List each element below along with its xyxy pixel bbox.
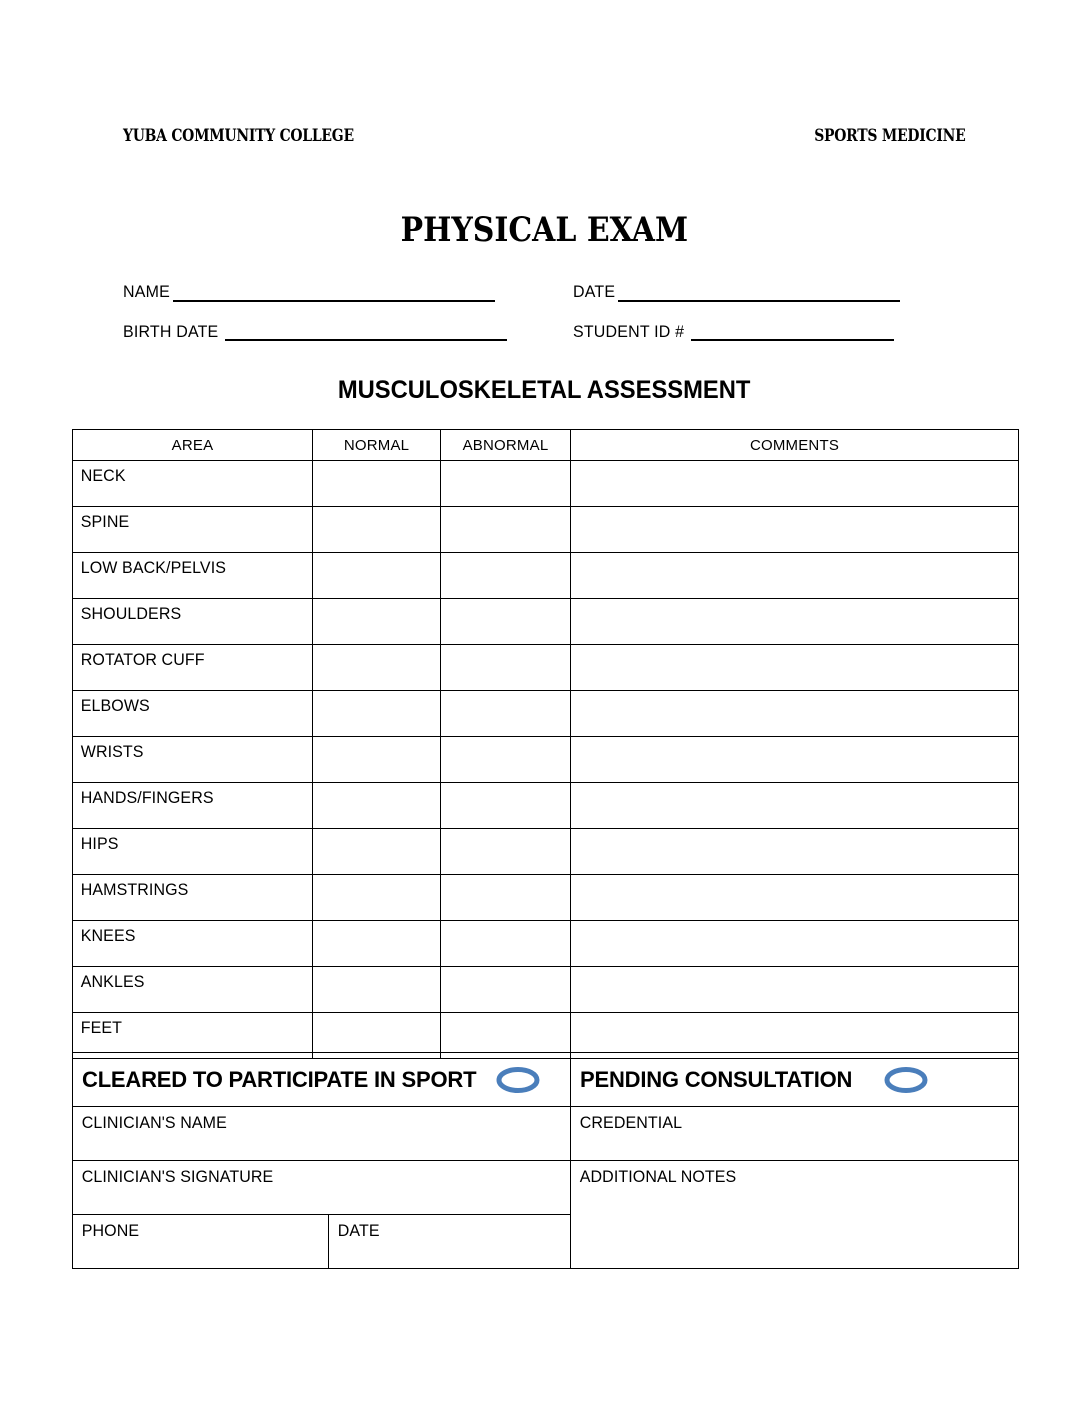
assessment-abnormal-checkbox[interactable] xyxy=(441,875,571,921)
assessment-comments-input[interactable] xyxy=(571,507,1019,553)
additional-notes-label: ADDITIONAL NOTES xyxy=(579,1168,737,1186)
assessment-area-cell xyxy=(73,645,313,691)
table-row xyxy=(73,967,1019,1013)
institution-name: YUBA COMMUNITY COLLEGE xyxy=(123,126,354,146)
circle-outline-icon[interactable] xyxy=(882,1065,930,1095)
column-header-comments: COMMENTS xyxy=(571,430,1019,461)
assessment-normal-checkbox[interactable] xyxy=(313,737,441,783)
assessment-comments-input[interactable] xyxy=(571,553,1019,599)
date-field-group xyxy=(573,283,913,302)
document-header xyxy=(123,128,965,145)
assessment-abnormal-checkbox[interactable] xyxy=(441,461,571,507)
assessment-normal-checkbox[interactable] xyxy=(313,783,441,829)
name-label: NAME xyxy=(123,282,170,301)
assessment-area-cell xyxy=(73,737,313,783)
credential-label: CREDENTIAL xyxy=(579,1114,683,1132)
assessment-area-label: FEET xyxy=(80,1019,123,1037)
assessment-normal-checkbox[interactable] xyxy=(313,691,441,737)
assessment-area-cell xyxy=(73,921,313,967)
assessment-comments-input[interactable] xyxy=(571,737,1019,783)
assessment-area-cell xyxy=(73,829,313,875)
field-row-birthdate-studentid xyxy=(123,323,913,342)
assessment-comments-input[interactable] xyxy=(571,875,1019,921)
table-row xyxy=(73,829,1019,875)
pending-consultation-cell[interactable] xyxy=(571,1053,1019,1107)
assessment-area-label: HANDS/FINGERS xyxy=(80,789,214,807)
pending-consultation-label: PENDING CONSULTATION xyxy=(580,1066,853,1092)
assessment-area-label: ANKLES xyxy=(80,973,145,991)
assessment-abnormal-checkbox[interactable] xyxy=(441,921,571,967)
assessment-comments-input[interactable] xyxy=(571,921,1019,967)
birth-date-label: BIRTH DATE xyxy=(123,321,219,341)
clearance-table xyxy=(72,1052,1019,1269)
assessment-area-cell xyxy=(73,507,313,553)
assessment-area-label: LOW BACK/PELVIS xyxy=(80,559,227,577)
assessment-abnormal-checkbox[interactable] xyxy=(441,783,571,829)
assessment-abnormal-checkbox[interactable] xyxy=(441,645,571,691)
phone-cell[interactable] xyxy=(73,1215,329,1269)
assessment-normal-checkbox[interactable] xyxy=(313,507,441,553)
assessment-abnormal-checkbox[interactable] xyxy=(441,553,571,599)
assessment-area-cell xyxy=(73,553,313,599)
assessment-abnormal-checkbox[interactable] xyxy=(441,967,571,1013)
date-input[interactable] xyxy=(618,286,900,302)
assessment-area-label: KNEES xyxy=(80,927,136,945)
cleared-to-participate-cell[interactable] xyxy=(73,1053,571,1107)
cleared-to-participate-label: CLEARED TO PARTICIPATE IN SPORT xyxy=(82,1066,477,1092)
column-header-normal: NORMAL xyxy=(313,430,441,461)
assessment-abnormal-checkbox[interactable] xyxy=(441,599,571,645)
assessment-comments-input[interactable] xyxy=(571,783,1019,829)
name-field-group xyxy=(123,283,573,302)
assessment-area-label: NECK xyxy=(80,467,126,485)
assessment-area-label: SPINE xyxy=(80,513,130,531)
clinician-name-label: CLINICIAN'S NAME xyxy=(81,1114,227,1132)
page-title xyxy=(0,212,1088,249)
assessment-comments-input[interactable] xyxy=(571,967,1019,1013)
assessment-normal-checkbox[interactable] xyxy=(313,645,441,691)
department-name: SPORTS MEDICINE xyxy=(813,126,965,146)
assessment-area-cell xyxy=(73,461,313,507)
assessment-comments-input[interactable] xyxy=(571,645,1019,691)
signature-date-cell[interactable] xyxy=(329,1215,571,1269)
table-row xyxy=(73,875,1019,921)
assessment-comments-input[interactable] xyxy=(571,461,1019,507)
assessment-abnormal-checkbox[interactable] xyxy=(441,737,571,783)
table-row xyxy=(73,599,1019,645)
column-header-abnormal: ABNORMAL xyxy=(441,430,571,461)
table-row xyxy=(73,461,1019,507)
assessment-normal-checkbox[interactable] xyxy=(313,461,441,507)
circle-outline-icon[interactable] xyxy=(494,1065,542,1095)
assessment-area-cell xyxy=(73,875,313,921)
table-row xyxy=(73,921,1019,967)
assessment-normal-checkbox[interactable] xyxy=(313,599,441,645)
clinician-name-row xyxy=(73,1107,1019,1161)
assessment-area-label: ROTATOR CUFF xyxy=(80,651,205,669)
section-title-text: MUSCULOSKELETAL ASSESSMENT xyxy=(337,376,751,404)
field-row-name-date xyxy=(123,283,913,302)
assessment-area-cell xyxy=(73,967,313,1013)
clearance-status-row xyxy=(73,1053,1019,1107)
student-id-input[interactable] xyxy=(691,325,894,341)
date-label: DATE xyxy=(573,282,616,301)
assessment-comments-input[interactable] xyxy=(571,829,1019,875)
clinician-signature-row xyxy=(73,1161,1019,1215)
assessment-area-label: WRISTS xyxy=(80,743,144,761)
birth-date-field-group xyxy=(123,323,573,342)
table-header-row xyxy=(73,430,1019,461)
assessment-normal-checkbox[interactable] xyxy=(313,829,441,875)
assessment-normal-checkbox[interactable] xyxy=(313,875,441,921)
assessment-area-label: HAMSTRINGS xyxy=(80,881,189,899)
clinician-signature-cell[interactable] xyxy=(73,1161,571,1215)
assessment-comments-input[interactable] xyxy=(571,691,1019,737)
assessment-area-cell xyxy=(73,783,313,829)
assessment-area-cell xyxy=(73,691,313,737)
student-id-field-group xyxy=(573,323,913,342)
phone-label: PHONE xyxy=(81,1222,140,1240)
student-id-label: STUDENT ID # xyxy=(573,321,685,341)
assessment-area-label: HIPS xyxy=(80,835,119,853)
additional-notes-cell[interactable] xyxy=(571,1161,1019,1269)
table-row xyxy=(73,737,1019,783)
credential-cell[interactable] xyxy=(571,1107,1019,1161)
identification-fields xyxy=(123,283,913,362)
assessment-normal-checkbox[interactable] xyxy=(313,553,441,599)
assessment-normal-checkbox[interactable] xyxy=(313,967,441,1013)
name-input[interactable] xyxy=(173,286,495,302)
table-row xyxy=(73,507,1019,553)
table-row xyxy=(73,783,1019,829)
assessment-abnormal-checkbox[interactable] xyxy=(441,829,571,875)
table-row xyxy=(73,645,1019,691)
section-title xyxy=(0,377,1088,405)
assessment-area-label: SHOULDERS xyxy=(80,605,182,623)
assessment-abnormal-checkbox[interactable] xyxy=(441,507,571,553)
assessment-area-cell xyxy=(73,599,313,645)
table-row xyxy=(73,553,1019,599)
assessment-abnormal-checkbox[interactable] xyxy=(441,691,571,737)
assessment-area-label: ELBOWS xyxy=(80,697,150,715)
assessment-normal-checkbox[interactable] xyxy=(313,921,441,967)
signature-date-label: DATE xyxy=(337,1222,380,1240)
column-header-area: AREA xyxy=(73,430,313,461)
musculoskeletal-assessment-table xyxy=(72,429,1019,1059)
birth-date-input[interactable] xyxy=(225,325,507,341)
page-title-text: PHYSICAL EXAM xyxy=(400,210,688,250)
clinician-signature-label: CLINICIAN'S SIGNATURE xyxy=(81,1168,274,1186)
table-row xyxy=(73,691,1019,737)
clinician-name-cell[interactable] xyxy=(73,1107,571,1161)
assessment-comments-input[interactable] xyxy=(571,599,1019,645)
